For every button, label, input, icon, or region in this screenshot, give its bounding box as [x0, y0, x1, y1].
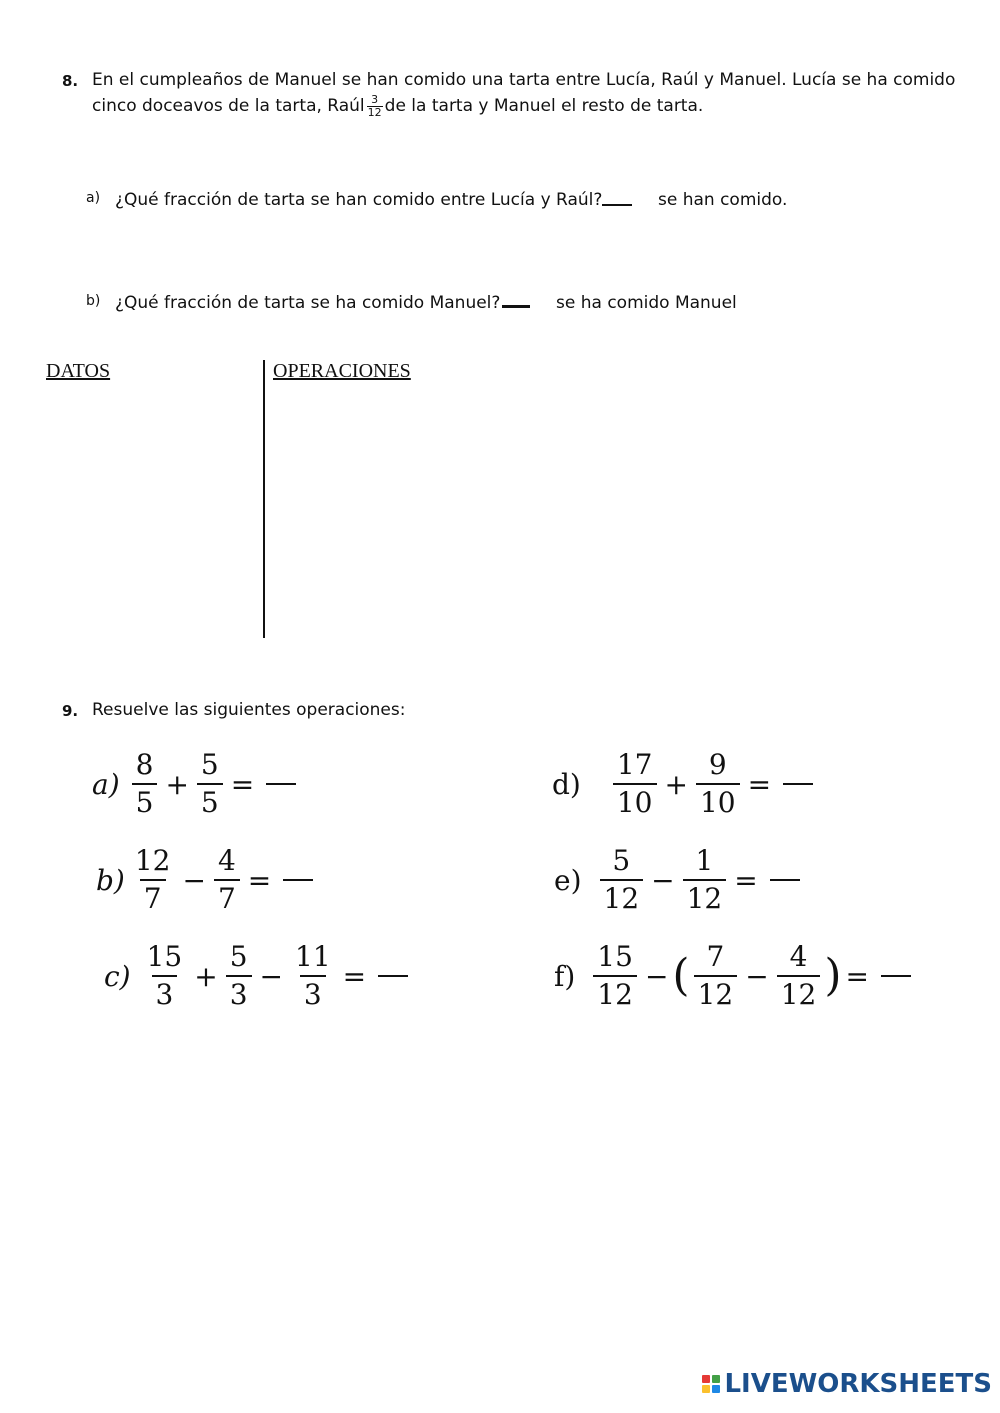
operator: − — [745, 959, 769, 993]
numerator: 7 — [706, 940, 725, 973]
numerator: 1 — [695, 844, 714, 877]
denominator: 12 — [694, 975, 738, 1013]
answer-blank[interactable] — [378, 975, 408, 977]
denominator: 7 — [214, 879, 240, 917]
numerator: 8 — [135, 748, 154, 781]
operator: + — [664, 767, 688, 801]
expression-d-label: d) — [552, 767, 581, 801]
fraction — [613, 747, 657, 821]
equals-sign: = — [734, 863, 758, 897]
denominator: 12 — [683, 879, 727, 917]
left-parenthesis: ( — [672, 950, 690, 1001]
fraction — [226, 939, 252, 1013]
fraction — [143, 939, 187, 1013]
answer-blank[interactable] — [881, 975, 911, 977]
logo-square — [702, 1385, 710, 1393]
answer-blank[interactable] — [770, 879, 800, 881]
denominator: 7 — [140, 879, 166, 917]
datos-header: DATOS — [46, 360, 111, 382]
problem-8-number: 8. — [62, 72, 79, 90]
answer-blank[interactable] — [266, 783, 296, 785]
expression-e-label: e) — [554, 863, 582, 897]
numerator: 4 — [789, 940, 808, 973]
expression-a-label: a) — [92, 767, 120, 801]
denominator: 3 — [300, 975, 326, 1013]
denominator: 12 — [777, 975, 821, 1013]
denominator: 3 — [226, 975, 252, 1013]
liveworksheets-logo — [702, 1369, 992, 1399]
question-a-label: a) — [86, 190, 101, 206]
numerator: 5 — [200, 748, 219, 781]
numerator: 9 — [708, 748, 727, 781]
fraction — [131, 843, 175, 917]
operaciones-header: OPERACIONES — [273, 360, 411, 382]
numerator: 4 — [217, 844, 236, 877]
denominator: 10 — [613, 783, 657, 821]
question-b-after: se ha comido Manuel — [556, 293, 737, 313]
problem-8-line-2-end: de la tarta y Manuel el resto de tarta. — [384, 96, 704, 116]
answer-blank[interactable] — [283, 879, 313, 881]
numerator: 17 — [616, 748, 653, 781]
numerator: 12 — [134, 844, 171, 877]
question-b-label: b) — [86, 293, 101, 309]
operator: − — [644, 959, 669, 993]
operator: − — [651, 863, 675, 897]
operator: + — [194, 959, 218, 993]
equals-sign: = — [247, 863, 272, 897]
right-parenthesis: ) — [824, 950, 842, 1001]
denominator: 10 — [696, 783, 740, 821]
expression-a — [92, 744, 296, 824]
expression-c-label: c) — [104, 959, 131, 993]
fraction — [683, 843, 727, 917]
expression-f — [554, 936, 911, 1016]
inline-fraction-numerator: 3 — [371, 92, 379, 106]
problem-8-line-2 — [92, 92, 982, 120]
problem-9-number: 9. — [62, 702, 79, 720]
equals-sign: = — [845, 959, 869, 993]
denominator: 12 — [593, 975, 637, 1013]
numerator: 11 — [295, 940, 331, 973]
denominator: 12 — [600, 879, 644, 917]
problem-8-line-2-start: cinco doceavos de la tarta, Raúl — [92, 96, 365, 116]
problem-9-instruction: Resuelve las siguientes operaciones: — [92, 700, 406, 720]
inline-fraction — [367, 94, 383, 119]
fraction — [214, 843, 240, 917]
operator: + — [165, 767, 189, 801]
operator: − — [182, 863, 206, 897]
equals-sign: = — [342, 959, 367, 993]
answer-blank[interactable] — [783, 783, 813, 785]
fraction — [291, 939, 335, 1013]
fraction — [694, 939, 738, 1013]
numerator: 15 — [146, 940, 183, 973]
numerator: 5 — [612, 844, 631, 877]
question-a-answer-blank[interactable] — [602, 194, 632, 213]
logo-text: LIVEWORKSHEETS — [724, 1369, 992, 1399]
denominator: 3 — [152, 975, 178, 1013]
numerator: 5 — [229, 940, 248, 973]
numerator: 15 — [597, 940, 633, 973]
question-a-text: ¿Qué fracción de tarta se han comido entre Lucía y Raúl? — [115, 190, 603, 210]
problem-8-line-1: En el cumpleaños de Manuel se han comido una tarta entre Lucía, Raúl y Manuel. Lucía se ha comido — [92, 70, 956, 90]
fraction — [696, 747, 740, 821]
inline-fraction-denominator: 12 — [367, 105, 382, 119]
operator: − — [259, 959, 284, 993]
equals-sign: = — [230, 767, 255, 801]
question-b-answer-blank[interactable] — [502, 296, 530, 315]
fraction — [777, 939, 821, 1013]
expression-b — [96, 840, 313, 920]
logo-square — [712, 1385, 720, 1393]
expression-e — [554, 840, 800, 920]
fraction — [600, 843, 644, 917]
expression-c — [104, 936, 408, 1016]
fraction — [593, 939, 637, 1013]
question-a-after: se han comido. — [658, 190, 788, 210]
logo-icon — [702, 1375, 720, 1393]
logo-square — [712, 1375, 720, 1383]
work-divider — [263, 360, 265, 638]
equals-sign: = — [747, 767, 772, 801]
question-b-text: ¿Qué fracción de tarta se ha comido Manuel? — [115, 293, 501, 313]
expression-d — [552, 744, 813, 824]
expression-b-label: b) — [96, 863, 125, 897]
logo-square — [702, 1375, 710, 1383]
expression-f-label: f) — [554, 959, 576, 993]
denominator: 5 — [132, 783, 158, 821]
denominator: 5 — [197, 783, 223, 821]
fraction — [132, 747, 158, 821]
fraction — [197, 747, 223, 821]
